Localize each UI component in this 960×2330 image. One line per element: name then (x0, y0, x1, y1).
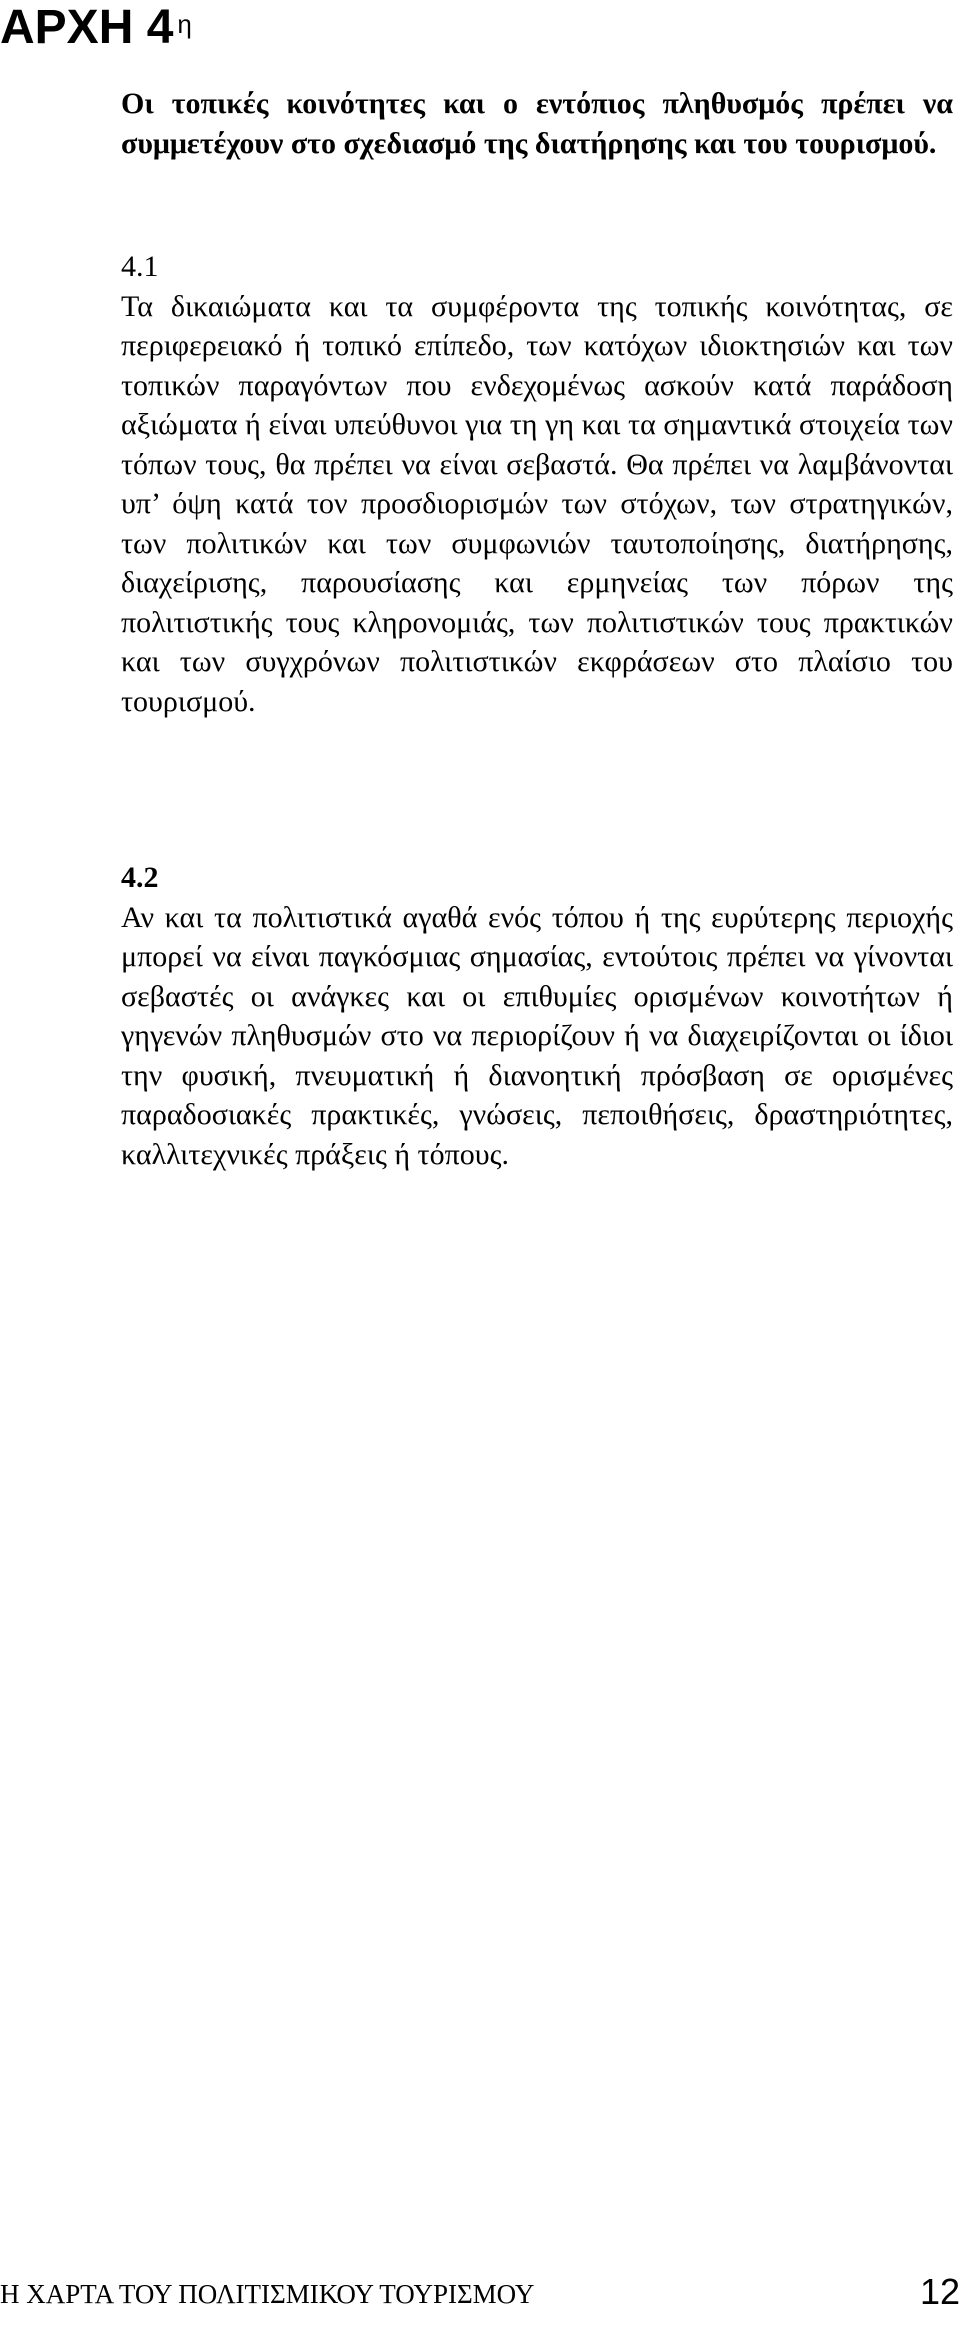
heading-superscript: η (177, 9, 192, 39)
page-heading (0, 0, 192, 56)
footer-title: Η ΧΑΡΤΑ ΤΟΥ ΠΟΛΙΤΙΣΜΙΚΟΥ ΤΟΥΡΙΣΜΟΥ (0, 2279, 535, 2309)
section-paragraph: Τα δικαιώματα και τα συμφέροντα της τοπικής κοινότητας, σε περιφερειακό ή τοπικό επίπεδο, των κατόχων ιδιοκτησιών και των τοπικών παραγόντων που ενδεχομένως ασκούν κατά παράδοση αξιώματα ή είναι υπεύθυνοι για τη γη και τα σημαντικά στοιχεία των τόπων τους, θα πρέπει να είναι σεβαστά. Θα πρέπει να λαμβάνονται υπ’ όψη κατά τον προσδιορισμών των στόχων, των στρατηγικών, των πολιτικών και των συμφωνιών ταυτοποίησης, διατήρησης, διαχείρισης, παρουσίασης και ερμηνείας των πόρων της πολιτιστικής τους κληρονομιάς, των πολιτιστικών τους πρακτικών και των συγχρόνων πολιτιστικών εκφράσεων στο πλαίσιο του τουρισμού. (121, 289, 953, 718)
section-4-1 (121, 247, 953, 721)
section-4-2 (121, 858, 953, 1174)
section-paragraph: Αν και τα πολιτιστικά αγαθά ενός τόπου ή της ευρύτερης περιοχής μπορεί να είναι παγκόσμιας σημασίας, εντούτοις πρέπει να γίνονται σεβαστές οι ανάγκες και οι επιθυμίες ορισμένων κοινοτήτων ή γηγενών πληθυσμών στο να περιορίζουν ή να διαχειρίζονται οι ίδιοι την φυσική, πνευματική ή διανοητική πρόσβαση σε ορισμένες παραδοσιακές πρακτικές, γνώσεις, πεποιθήσεις, δραστηριότητες, καλλιτεχνικές πράξεις ή τόπους. (121, 900, 953, 1171)
section-number: 4.1 (121, 250, 159, 283)
heading-title: ΑΡΧΗ 4 (0, 1, 174, 54)
page-number: 12 (919, 2271, 960, 2312)
section-number: 4.2 (121, 861, 159, 894)
intro-paragraph: Οι τοπικές κοινότητες και ο εντόπιος πληθυσμός πρέπει να συμμετέχουν στο σχεδιασμό της διατήρησης και του τουρισμού. (121, 87, 953, 160)
intro-block (121, 84, 953, 163)
page-footer (0, 2272, 960, 2312)
